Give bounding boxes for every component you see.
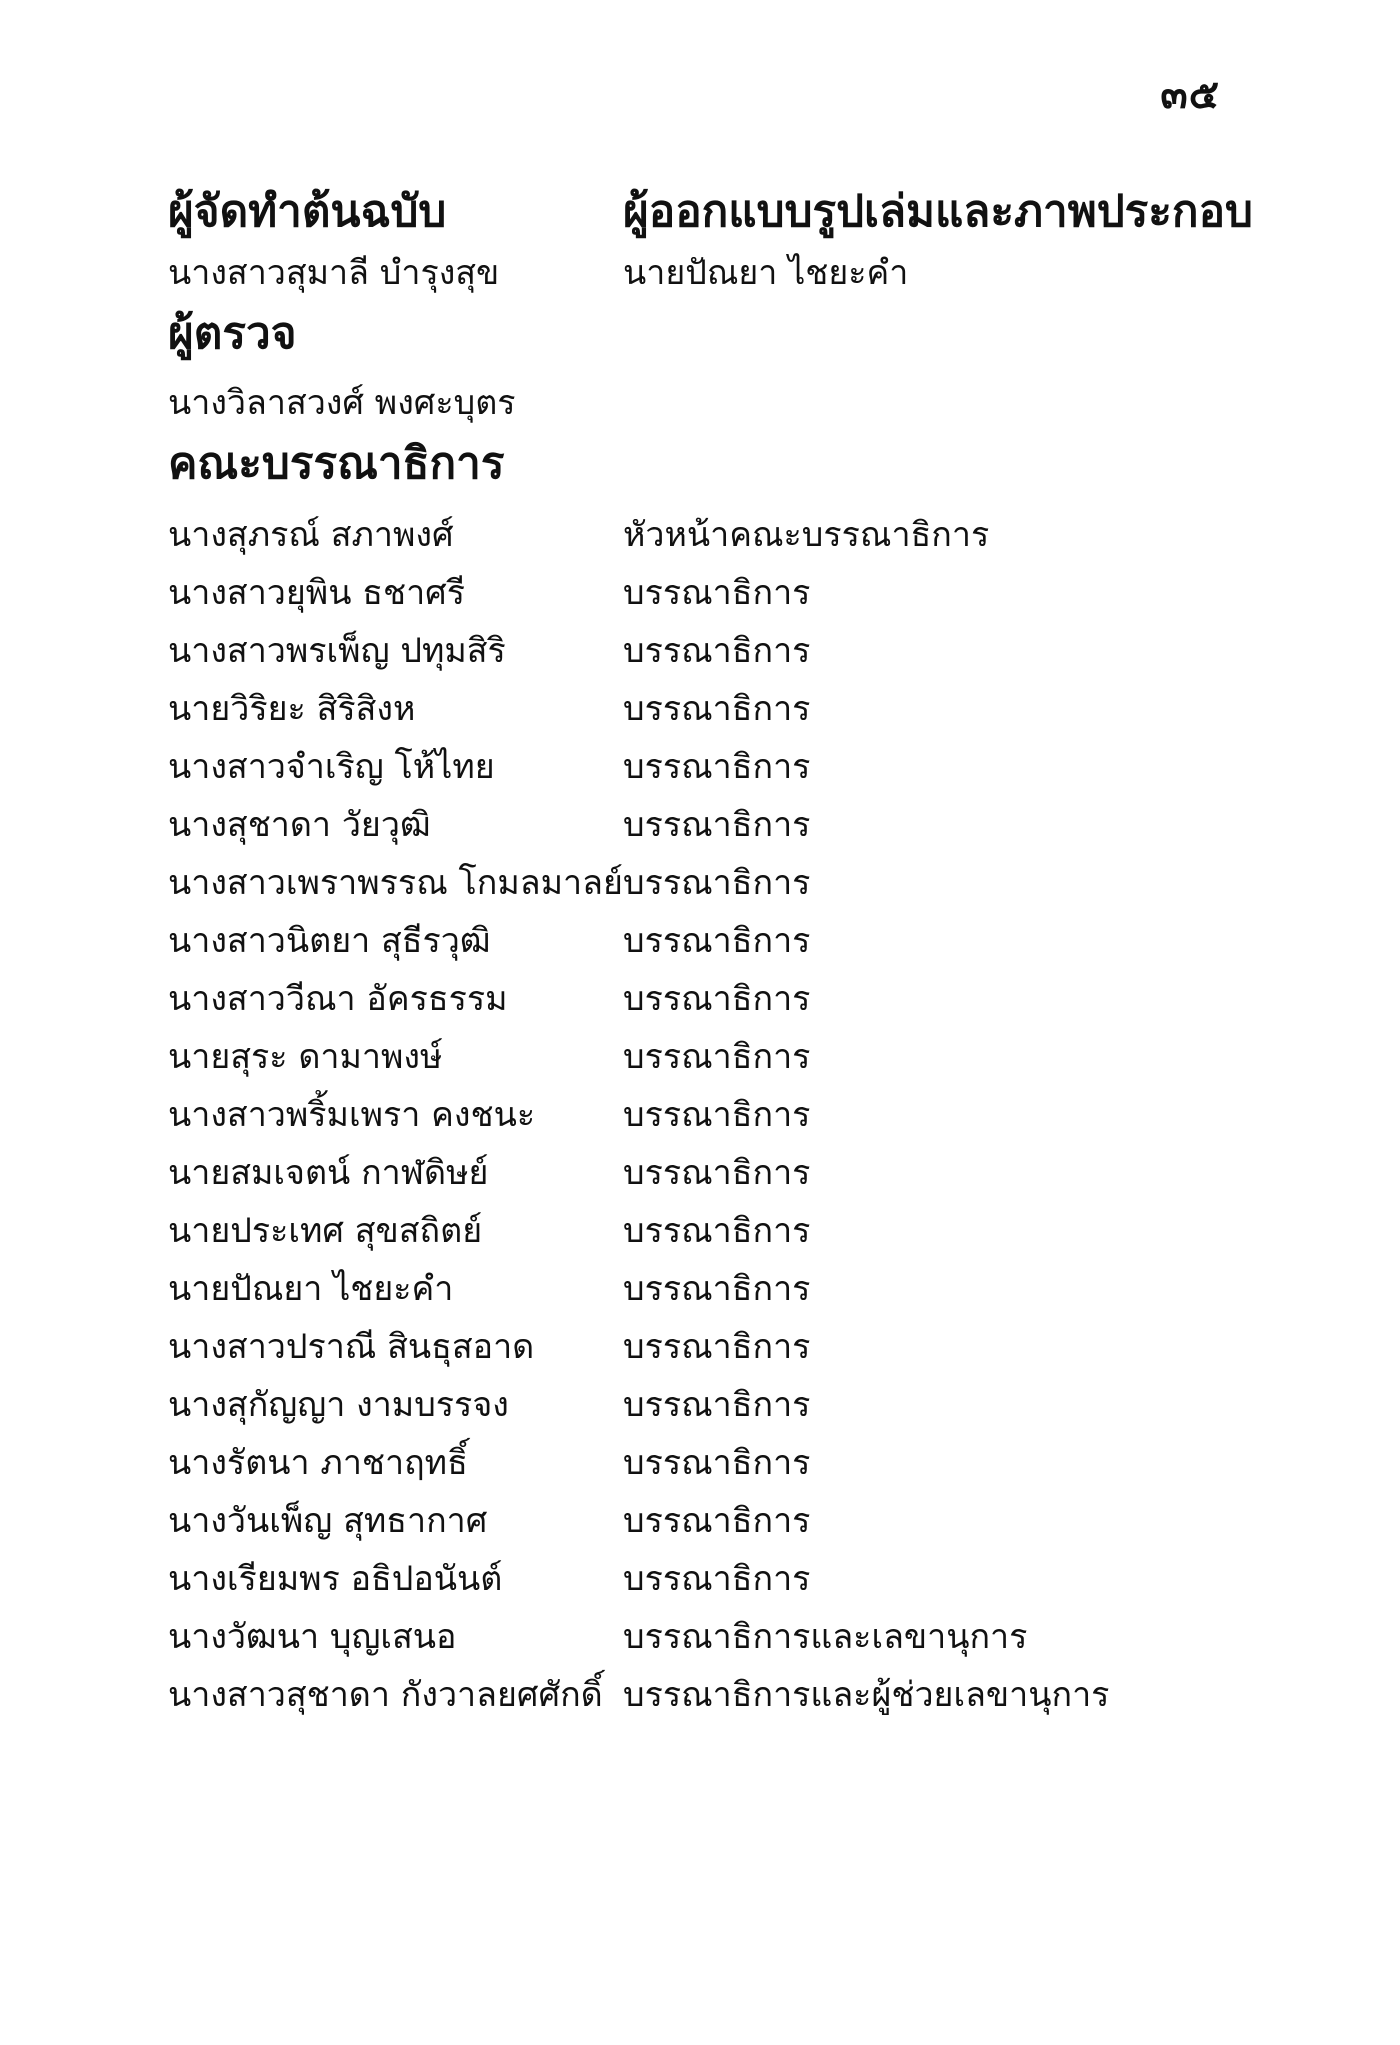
list-item: [168, 564, 1248, 622]
member-name: นายวิริยะ สิริสิงห: [168, 689, 416, 729]
list-item: [168, 622, 1248, 680]
member-name: นางสาวสุชาดา กังวาลยศศักดิ์: [168, 1675, 603, 1715]
member-role: บรรณาธิการ: [623, 1385, 811, 1425]
member-role: บรรณาธิการ: [623, 1443, 811, 1483]
member-name: นางสาวนิตยา สุธีรวุฒิ: [168, 921, 491, 961]
member-name: นางสาววีณา อัครธรรม: [168, 979, 508, 1019]
member-name: นางวันเพ็ญ สุทธากาศ: [168, 1501, 488, 1541]
member-role: บรรณาธิการ: [623, 805, 811, 845]
designer-name: นายปัณยา ไชยะคำ: [623, 253, 909, 293]
member-name: นางสาวเพราพรรณ โกมลมาลย์: [168, 863, 623, 903]
member-role: บรรณาธิการ: [623, 1037, 811, 1077]
list-item: [168, 1550, 1248, 1608]
list-item: [168, 506, 1248, 564]
member-name: นายปัณยา ไชยะคำ: [168, 1269, 454, 1309]
member-name: นางสุภรณ์ สภาพงศ์: [168, 515, 454, 555]
reviewer-heading-row: [168, 302, 1248, 366]
member-role: บรรณาธิการ: [623, 573, 811, 613]
editorial-board-heading-row: [168, 432, 1248, 496]
reviewer-name: นางวิลาสวงศ์ พงศะบุตร: [168, 383, 516, 423]
member-role: บรรณาธิการ: [623, 1211, 811, 1251]
page-number: ๓๕: [1160, 71, 1220, 118]
credits-section: [168, 180, 1253, 1724]
member-name: นางสาวจำเริญ โห้ไทย: [168, 747, 495, 787]
list-item: [168, 738, 1248, 796]
list-item: [168, 1086, 1248, 1144]
list-item: [168, 1608, 1248, 1666]
member-name: นางสุชาดา วัยวุฒิ: [168, 805, 431, 845]
list-item: [168, 1376, 1248, 1434]
member-role: บรรณาธิการ: [623, 1153, 811, 1193]
member-role: หัวหน้าคณะบรรณาธิการ: [623, 515, 990, 555]
member-name: นางเรียมพร อธิปอนันต์: [168, 1559, 503, 1599]
designer-heading: ผู้ออกแบบรูปเล่มและภาพประกอบ: [623, 186, 1253, 237]
list-item: [168, 1144, 1248, 1202]
editorial-board-list: [168, 506, 1248, 1724]
member-name: นายสมเจตน์ กาฬดิษย์: [168, 1153, 489, 1193]
list-item: [168, 854, 1248, 912]
member-name: นางรัตนา ภาชาฤทธิ์: [168, 1443, 468, 1483]
member-role: บรรณาธิการ: [623, 689, 811, 729]
member-name: นางสาวปราณี สินธุสอาด: [168, 1327, 535, 1367]
list-item: [168, 1202, 1248, 1260]
reviewer-name-row: [168, 374, 1248, 432]
member-name: นางวัฒนา บุญเสนอ: [168, 1617, 457, 1657]
original-creator-heading: ผู้จัดทำต้นฉบับ: [168, 186, 447, 237]
member-role: บรรณาธิการ: [623, 979, 811, 1019]
member-name: นายสุระ ดามาพงษ์: [168, 1037, 443, 1077]
member-role: บรรณาธิการ: [623, 1269, 811, 1309]
list-item: [168, 1260, 1248, 1318]
list-item: [168, 1318, 1248, 1376]
list-item: [168, 912, 1248, 970]
member-name: นายประเทศ สุขสถิตย์: [168, 1211, 483, 1251]
list-item: [168, 680, 1248, 738]
member-name: นางสาวพรเพ็ญ ปทุมสิริ: [168, 631, 506, 671]
list-item: [168, 796, 1248, 854]
member-role: บรรณาธิการ: [623, 1095, 811, 1135]
editorial-board-heading: คณะบรรณาธิการ: [168, 438, 505, 489]
credits-name-row: [168, 244, 1248, 302]
member-role: บรรณาธิการและเลขานุการ: [623, 1617, 1028, 1657]
credits-header-row: [168, 180, 1253, 244]
member-role: บรรณาธิการ: [623, 1559, 811, 1599]
member-name: นางสาวพริ้มเพรา คงชนะ: [168, 1095, 536, 1135]
member-role: บรรณาธิการ: [623, 1327, 811, 1367]
member-role: บรรณาธิการ: [623, 921, 811, 961]
list-item: [168, 1492, 1248, 1550]
original-creator-name: นางสาวสุมาลี บำรุงสุข: [168, 253, 500, 293]
member-name: นางสุกัญญา งามบรรจง: [168, 1385, 509, 1425]
reviewer-heading: ผู้ตรวจ: [168, 308, 297, 359]
member-role: บรรณาธิการ: [623, 1501, 811, 1541]
list-item: [168, 1666, 1248, 1724]
member-role: บรรณาธิการ: [623, 631, 811, 671]
list-item: [168, 1028, 1248, 1086]
list-item: [168, 1434, 1248, 1492]
member-role: บรรณาธิการและผู้ช่วยเลขานุการ: [623, 1675, 1110, 1715]
member-role: บรรณาธิการ: [623, 747, 811, 787]
list-item: [168, 970, 1248, 1028]
member-role: บรรณาธิการ: [623, 863, 811, 903]
member-name: นางสาวยุพิน ธชาศรี: [168, 573, 466, 613]
